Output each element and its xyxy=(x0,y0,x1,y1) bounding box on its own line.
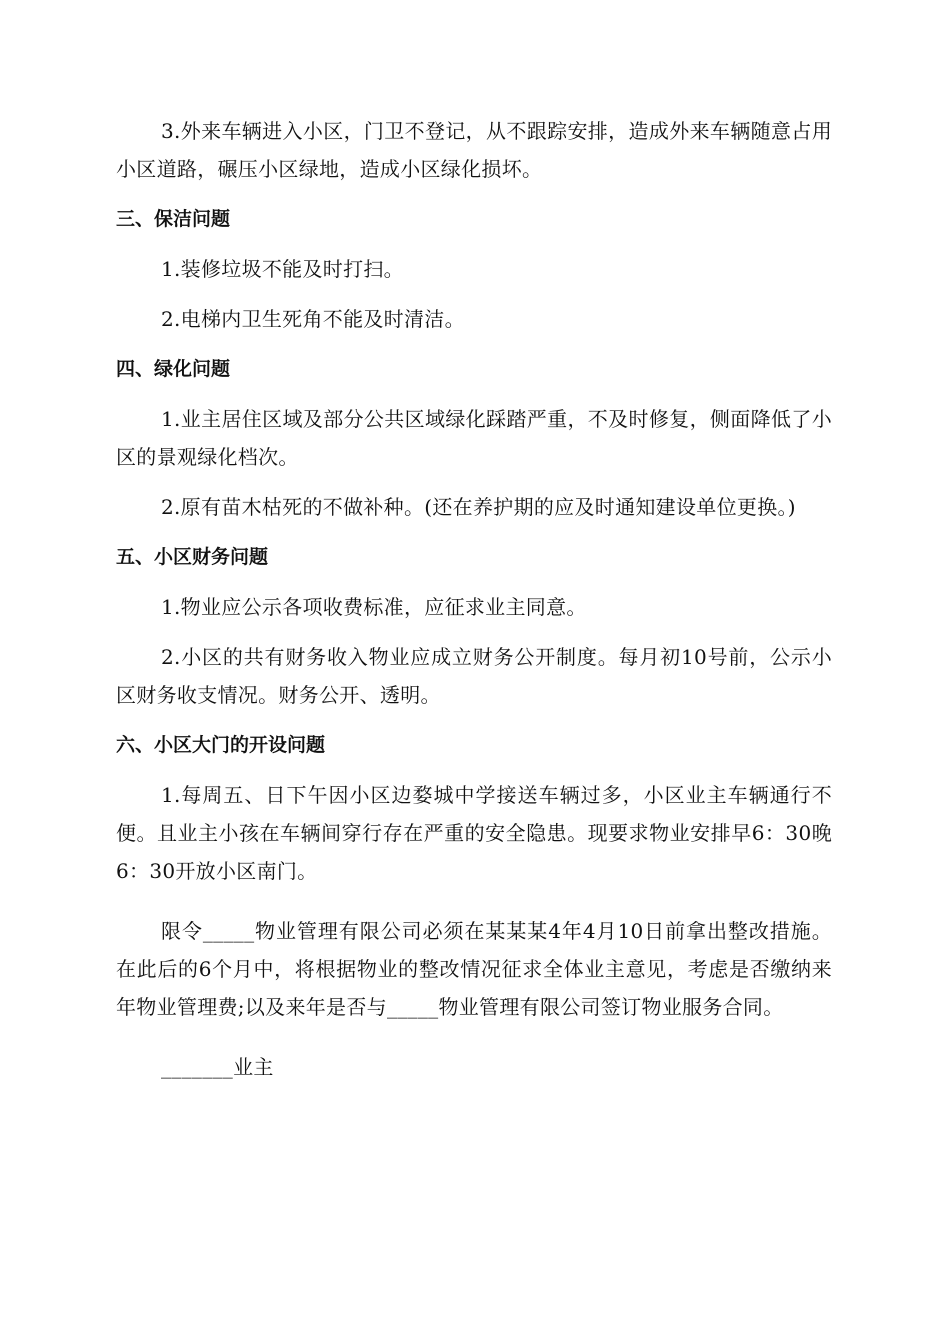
paragraph-elevator-hygiene: 2.电梯内卫生死角不能及时清洁。 xyxy=(161,307,465,331)
signature-line: _______业主 xyxy=(161,1055,274,1079)
section-heading-gate: 六、小区大门的开设问题 xyxy=(116,734,326,756)
section-heading-greening: 四、绿化问题 xyxy=(116,358,231,380)
paragraph-rectification-order: 限令_____物业管理有限公司必须在某某某4年4月10日前拿出整改措施。在此后的6个月中，将根据物业的整改情况征求全体业主意见，考虑是否缴纳来年物业管理费;以及来年是否与_____物业管理有限公司签订物业服务合同。 xyxy=(116,919,832,1019)
paragraph-fee-standards: 1.物业应公示各项收费标准，应征求业主同意。 xyxy=(161,595,587,619)
paragraph-south-gate: 1.每周五、日下午因小区边婺城中学接送车辆过多，小区业主车辆通行不便。且业主小孩在车辆间穿行存在严重的安全隐患。现要求物业安排早6：30晚6：30开放小区南门。 xyxy=(116,783,832,883)
paragraph-green-trampling: 1.业主居住区域及部分公共区域绿化踩踏严重，不及时修复，侧面降低了小区的景观绿化档次。 xyxy=(116,407,832,469)
section-heading-cleaning: 三、保洁问题 xyxy=(116,208,231,230)
document-body xyxy=(116,112,832,1086)
paragraph-financial-disclosure: 2.小区的共有财务收入物业应成立财务公开制度。每月初10号前，公示小区财务收支情况。财务公开、透明。 xyxy=(116,645,832,707)
paragraph-vehicle-registration: 3.外来车辆进入小区，门卫不登记，从不跟踪安排，造成外来车辆随意占用小区道路，碾压小区绿地，造成小区绿化损坏。 xyxy=(116,119,832,181)
section-heading-finance: 五、小区财务问题 xyxy=(116,546,269,568)
paragraph-decoration-waste: 1.装修垃圾不能及时打扫。 xyxy=(161,257,404,281)
paragraph-dead-seedlings: 2.原有苗木枯死的不做补种。(还在养护期的应及时通知建设单位更换。) xyxy=(161,495,796,519)
